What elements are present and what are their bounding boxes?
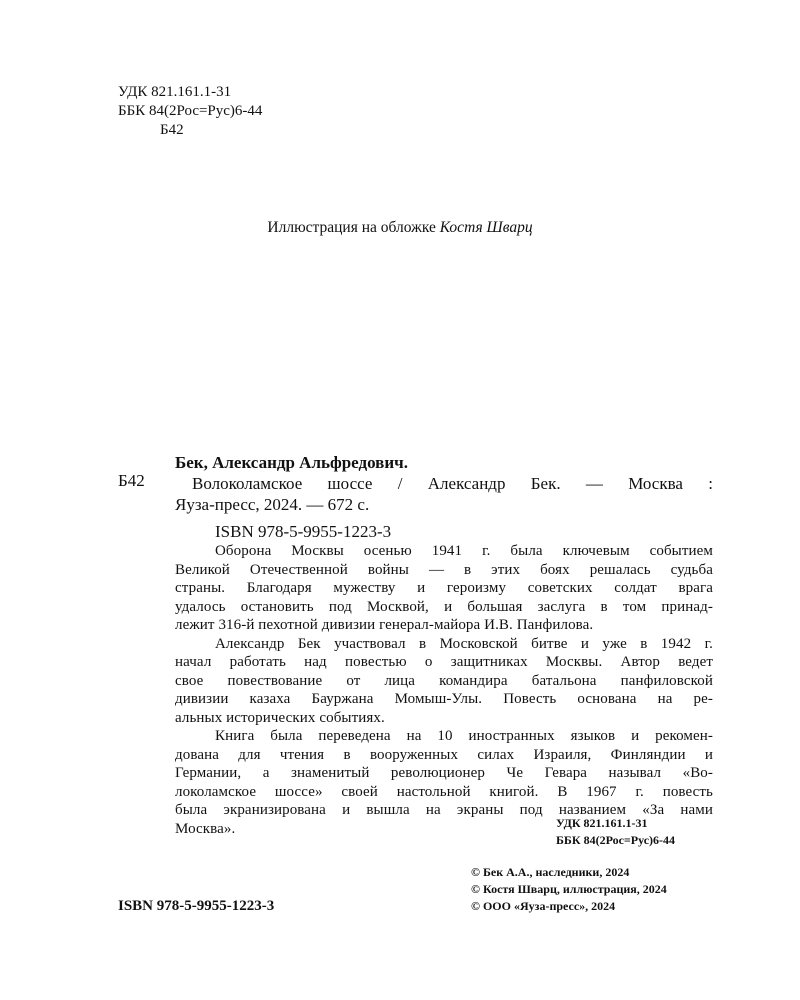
illustration-credit-prefix: Иллюстрация на обложке (267, 219, 440, 236)
isbn-bottom: ISBN 978-5-9955-1223-3 (118, 898, 275, 914)
copyright-line: © Бек А.А., наследники, 2024 (471, 865, 630, 879)
annotation-line: Германии, а знаменитый революционер Че Гевара называл «Во- (175, 765, 713, 781)
catalog-author-mark: Б42 (118, 471, 145, 490)
catalog-entry (175, 452, 713, 542)
annotation-line: лежит 316-й пехотной дивизии генерал-майора И.В. Панфилова. (175, 617, 594, 633)
udk-code: УДК 821.161.1-31 (118, 84, 232, 100)
illustration-credit (0, 219, 800, 237)
catalog-author: Бек, Александр Альфредович. (175, 453, 408, 472)
annotation-line: удалось остановить под Москвой, и большая заслуга в том принад- (175, 598, 713, 615)
catalog-title-line-1: Волоколамское шоссе / Александр Бек. — Москва : (192, 474, 713, 493)
annotation-line: Оборона Москвы осенью 1941 г. была ключевым событием (215, 543, 713, 559)
bbk-code-bottom: ББК 84(2Рос=Рус)6-44 (556, 833, 676, 847)
annotation-line: Книга была переведена на 10 иностранных языков и рекомен- (215, 728, 713, 744)
catalog-title-line-2: Яуза-пресс, 2024. — 672 с. (175, 495, 370, 514)
annotation-line: Великой Отечественной войны — в этих боях решалась судьба (175, 561, 713, 578)
copyright-line: © ООО «Яуза-пресс», 2024 (471, 899, 616, 913)
annotation (175, 542, 713, 838)
illustration-artist: Костя Шварц (439, 219, 533, 236)
annotation-paragraph-2 (175, 635, 713, 728)
annotation-line: свое повествование от лица командира батальона панфиловской (175, 672, 713, 689)
annotation-line: была экранизирована и вышла на экраны под названием «За нами (175, 802, 713, 818)
annotation-line: локоламское шоссе» своей настольной книгой. В 1967 г. повесть (175, 783, 713, 800)
udk-code-bottom: УДК 821.161.1-31 (556, 816, 648, 830)
annotation-line: начал работать над повестью о защитниках Москвы. Автор ведет (175, 654, 713, 670)
annotation-line: Москва». (175, 820, 236, 837)
annotation-line: Александр Бек участвовал в Московской битве и уже в 1942 г. (215, 635, 713, 652)
classification-codes-bottom (556, 815, 675, 849)
author-mark: Б42 (160, 122, 184, 138)
annotation-line: страны. Благодаря мужеству и героизму советских солдат врага (175, 580, 713, 596)
annotation-line: дивизии казаха Бауржана Момыш-Улы. Повесть основана на ре- (175, 691, 713, 707)
bbk-code: ББК 84(2Рос=Рус)6-44 (118, 103, 263, 119)
copyright-notices (471, 864, 667, 915)
annotation-line: альных исторических событиях. (175, 709, 385, 726)
catalog-isbn: ISBN 978-5-9955-1223-3 (215, 522, 392, 541)
annotation-paragraph-1 (175, 542, 713, 635)
annotation-line: дована для чтения в вооруженных силах Израиля, Финляндии и (175, 746, 713, 763)
classification-codes-top (118, 83, 262, 140)
copyright-line: © Костя Шварц, иллюстрация, 2024 (471, 882, 667, 896)
